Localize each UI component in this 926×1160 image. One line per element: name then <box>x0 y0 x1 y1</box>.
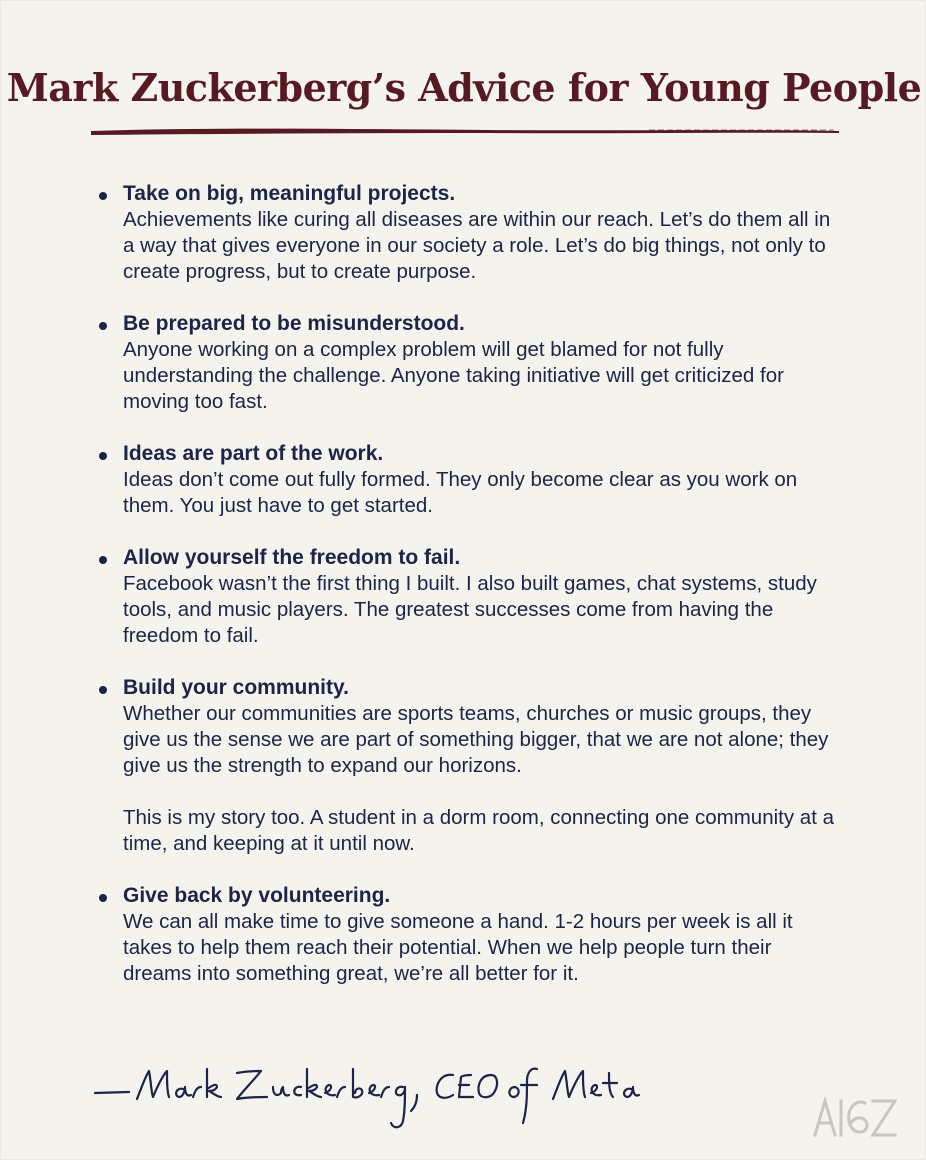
bullet-icon <box>99 894 107 902</box>
title-underline-brushstroke <box>89 121 841 139</box>
item-heading: Give back by volunteering. <box>123 884 391 907</box>
bullet-icon <box>99 192 107 200</box>
list-item <box>97 311 837 415</box>
bullet-icon <box>99 686 107 694</box>
item-heading: Allow yourself the freedom to fail. <box>123 546 461 569</box>
item-body: Facebook wasn’t the first thing I built. I also built games, chat systems, study tools, and music players. The greatest successes come from having the freedom to fail. <box>123 572 817 647</box>
item-heading: Build your community. <box>123 676 349 699</box>
bullet-icon <box>99 322 107 330</box>
item-extra-paragraph: This is my story too. A student in a dorm room, connecting one community at a time, and keeping at it until now. <box>123 806 834 855</box>
bullet-icon <box>99 556 107 564</box>
item-body: Anyone working on a complex problem will get blamed for not fully understanding the challenge. Anyone taking initiative will get criticized for moving too fast. <box>123 338 784 413</box>
item-body: Achievements like curing all diseases are within our reach. Let’s do them all in a way that gives everyone in our society a role. Let’s do big things, not only to create progress, but to create purpose. <box>123 208 831 283</box>
page-title: Mark Zuckerberg’s Advice for Young People <box>6 65 922 110</box>
list-item <box>97 545 837 649</box>
item-heading: Be prepared to be misunderstood. <box>123 312 465 335</box>
handwritten-signature <box>91 1063 691 1133</box>
item-heading: Ideas are part of the work. <box>123 442 384 465</box>
advice-list <box>97 181 837 1013</box>
item-body: We can all make time to give someone a hand. 1-2 hours per week is all it takes to help them reach their potential. When we help people turn their dreams into something great, we’re all better for it. <box>123 910 793 985</box>
list-item <box>97 441 837 519</box>
item-body: Ideas don’t come out fully formed. They only become clear as you work on them. You just have to get started. <box>123 468 798 517</box>
list-item <box>97 883 837 987</box>
bullet-icon <box>99 452 107 460</box>
item-heading: Take on big, meaningful projects. <box>123 182 456 205</box>
item-body: Whether our communities are sports teams, churches or music groups, they give us the sense we are part of something bigger, that we are not alone; they give us the strength to expand our horizons. <box>123 702 829 777</box>
list-item <box>97 675 837 857</box>
a16z-logo <box>813 1097 897 1139</box>
list-item <box>97 181 837 285</box>
